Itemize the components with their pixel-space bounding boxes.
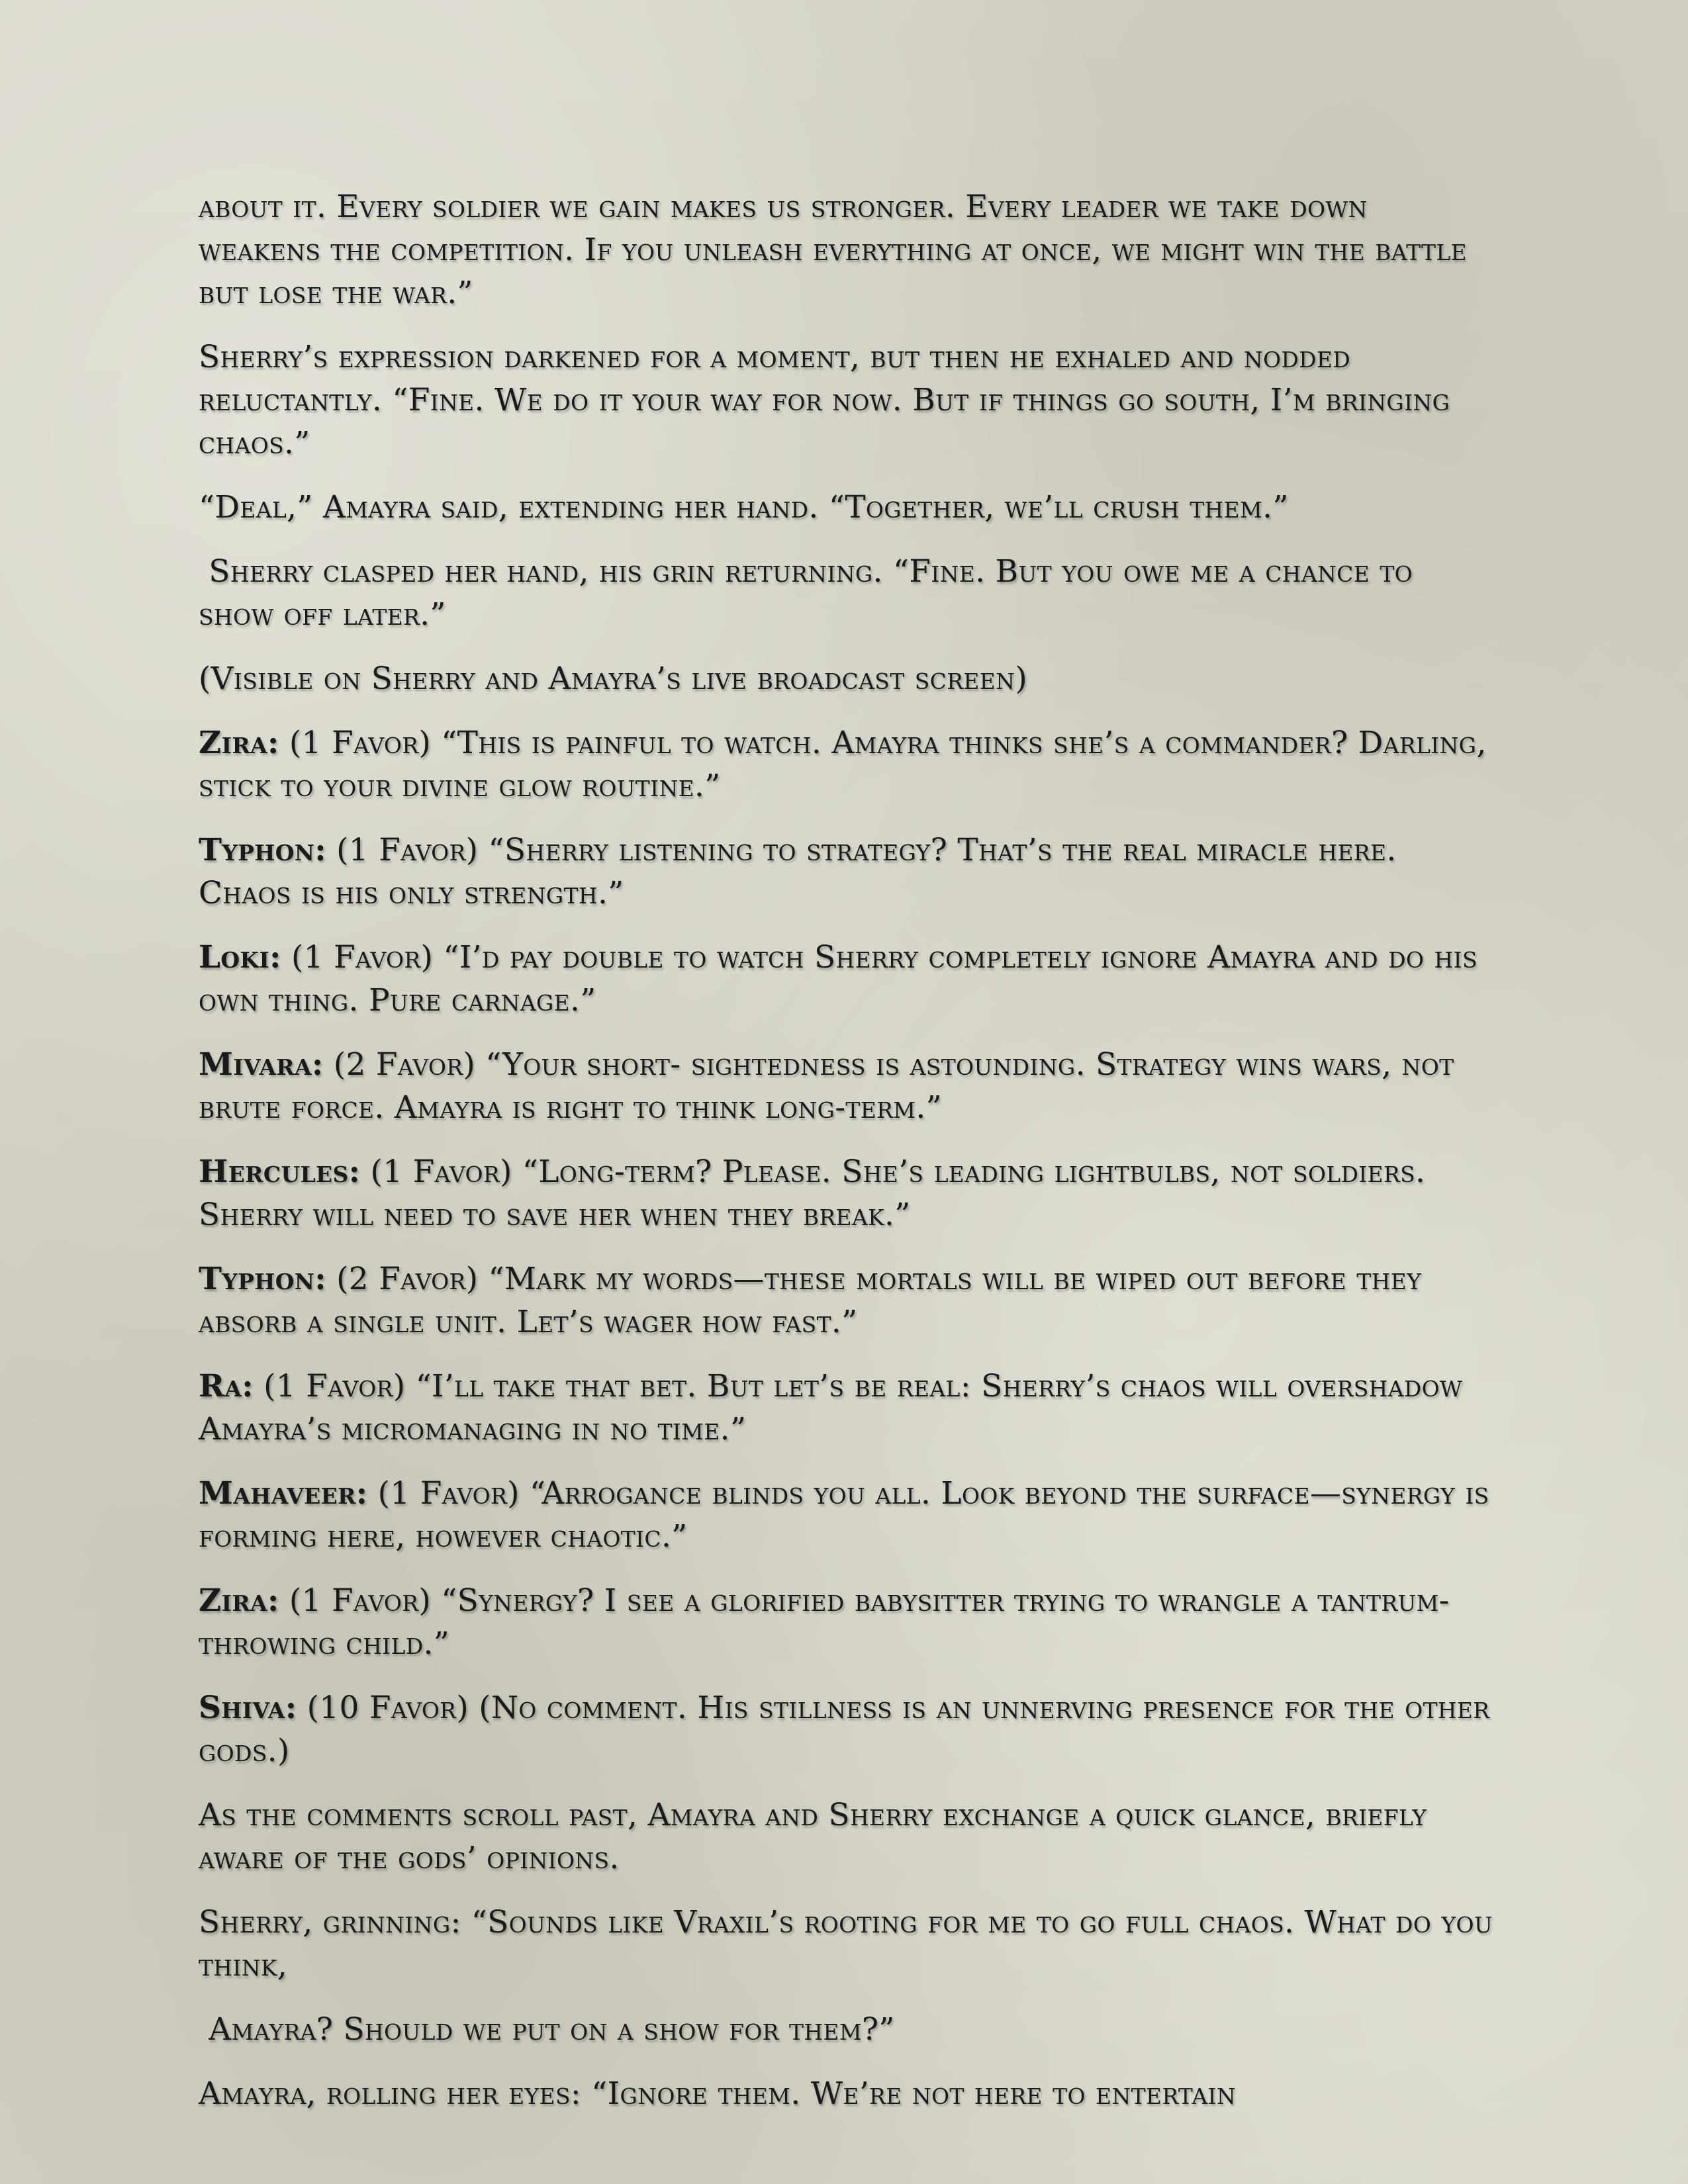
comment-speaker: Ra: bbox=[199, 1368, 254, 1404]
comment-speaker: Mahaveer: bbox=[199, 1475, 368, 1512]
god-comment bbox=[199, 1365, 1496, 1451]
god-comment bbox=[199, 1472, 1496, 1558]
narrative-paragraph: Sherry clasped her hand, his grin returning. “Fine. But you owe me a chance to show off later.” bbox=[199, 553, 1423, 633]
comment-text: (1 Favor) “Synergy? I see a glorified babysitter trying to wrangle a tantrum-throwing child.” bbox=[199, 1582, 1450, 1662]
god-comment bbox=[199, 1257, 1496, 1343]
comment-speaker: Zira: bbox=[199, 1582, 279, 1619]
god-comment bbox=[199, 1150, 1496, 1236]
god-comment bbox=[199, 936, 1496, 1022]
god-comment bbox=[199, 1579, 1496, 1665]
comment-text: (1 Favor) “Arrogance blinds you all. Look beyond the surface—synergy is forming here, however chaotic.” bbox=[199, 1475, 1489, 1555]
comment-speaker: Zira: bbox=[199, 725, 279, 761]
comment-speaker: Loki: bbox=[199, 939, 281, 976]
dialogue-line: Amayra, rolling her eyes: “Ignore them. We’re not here to entertain bbox=[199, 2075, 1237, 2112]
comment-text: (10 Favor) (No comment. His stillness is an unnerving presence for the other gods.) bbox=[199, 1690, 1490, 1769]
dialogue-line: Amayra? Should we put on a show for them?” bbox=[199, 2011, 895, 2048]
comment-speaker: Mivara: bbox=[199, 1046, 324, 1083]
god-comment bbox=[199, 721, 1496, 807]
narrative-paragraph: about it. Every soldier we gain makes us stronger. Every leader we take down weakens the competition. If you unleash everything at once, we might win the battle but lose the war.” bbox=[199, 189, 1467, 311]
manuscript-page bbox=[199, 185, 1496, 2136]
comment-text: (1 Favor) “Sherry listening to strategy? That’s the real miracle here. Chaos is his only strength.” bbox=[199, 832, 1397, 911]
comment-text: (2 Favor) “Your short- sightedness is astounding. Strategy wins wars, not brute force. Amayra is right to think long-term.” bbox=[199, 1046, 1454, 1126]
comment-text: (1 Favor) “This is painful to watch. Amayra thinks she’s a commander? Darling, stick to your divine glow routine.” bbox=[199, 725, 1487, 804]
comment-text: (2 Favor) “Mark my words—these mortals will be wiped out before they absorb a single unit. Let’s wager how fast.” bbox=[199, 1261, 1422, 1340]
comment-speaker: Shiva: bbox=[199, 1690, 297, 1726]
comment-speaker: Hercules: bbox=[199, 1154, 361, 1190]
comment-speaker: Typhon: bbox=[199, 832, 326, 868]
god-comment-list bbox=[199, 721, 1496, 1772]
god-comment bbox=[199, 1686, 1496, 1772]
god-comment bbox=[199, 829, 1496, 915]
broadcast-caption: (Visible on Sherry and Amayra’s live broadcast screen) bbox=[199, 660, 1027, 697]
comment-text: (1 Favor) “Long-term? Please. She’s leading lightbulbs, not soldiers. Sherry will need to save her when they break.” bbox=[199, 1154, 1426, 1233]
god-comment bbox=[199, 1043, 1496, 1129]
comment-speaker: Typhon: bbox=[199, 1261, 326, 1297]
narrative-paragraph: As the comments scroll past, Amayra and Sherry exchange a quick glance, briefly aware of the gods’ opinions. bbox=[199, 1797, 1427, 1876]
narrative-paragraph: Sherry’s expression darkened for a moment, but then he exhaled and nodded reluctantly. “Fine. We do it your way for now. But if things go south, I’m bringing chaos.” bbox=[199, 339, 1450, 461]
comment-text: (1 Favor) “I’ll take that bet. But let’s be real: Sherry’s chaos will overshadow Amayra’s micromanaging in no time.” bbox=[199, 1368, 1463, 1447]
dialogue-line: Sherry, grinning: “Sounds like Vraxil’s rooting for me to go full chaos. What do you think, bbox=[199, 1904, 1493, 1983]
narrative-paragraph: “Deal,” Amayra said, extending her hand. “Together, we’ll crush them.” bbox=[199, 489, 1289, 525]
comment-text: (1 Favor) “I’d pay double to watch Sherry completely ignore Amayra and do his own thing. Pure carnage.” bbox=[199, 939, 1477, 1019]
